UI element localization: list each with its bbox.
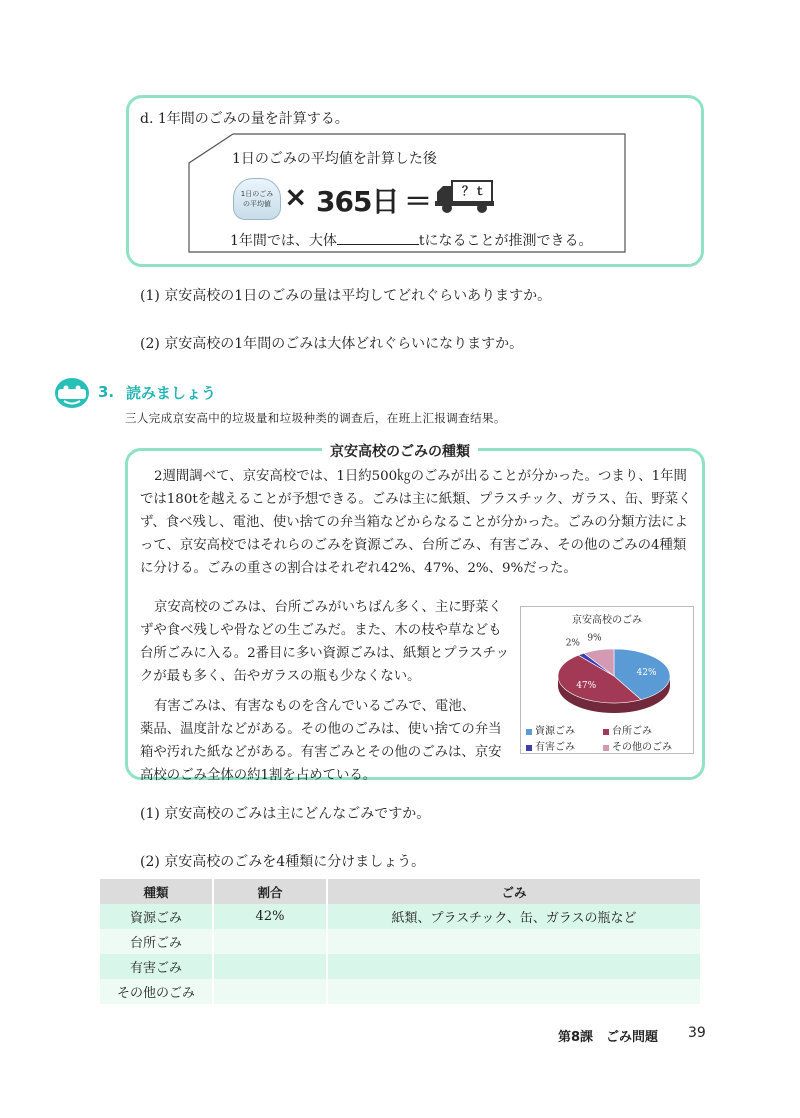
footer-chapter: 第8課 ごみ問題 — [558, 1030, 659, 1045]
result-suffix: tになることが推測できる。 — [418, 233, 593, 249]
cell-ratio[interactable]: 42% — [213, 904, 327, 929]
garbage-bag-icon — [233, 178, 281, 220]
cell-ratio[interactable] — [213, 954, 327, 979]
answer-blank[interactable] — [337, 232, 419, 245]
section-title: 読みましょう — [126, 384, 217, 402]
cell-ratio[interactable] — [213, 979, 327, 1004]
cell-ratio[interactable] — [213, 929, 327, 954]
reading-paragraph-3-start: 有害ごみは、有害なものを含んでいるごみで、電池、 — [154, 699, 476, 714]
calc-box-heading: d. 1年間のごみの量を計算する。 — [140, 111, 349, 127]
para3-rest-text: 薬品、温度計などがある。その他のごみは、使い捨ての弁当箱や汚れた紙などがある。有害ごみとその他のごみは、京安高校のごみ全体の約1割を占めている。 — [140, 722, 502, 783]
calc-intro-text: 1日のごみの平均値を計算した後 — [232, 151, 437, 167]
legend-swatch-hazardous — [526, 745, 532, 751]
table-row — [100, 904, 701, 929]
table-header-row — [100, 879, 701, 904]
reading-title — [0, 441, 800, 461]
legend-label-hazardous: 有害ごみ — [535, 742, 575, 753]
reading-paragraph-2: 京安高校のごみは、台所ごみがいちばん多く、主に野菜くずや食べ残しや骨などの生ごみだ。また、木の枝や草なども台所ごみに入る。2番目に多い資源ごみは、紙類とプラスチックが最も多く、缶やガラスの瓶も少なくない。 — [140, 600, 509, 684]
truck-label: ？ｔ — [462, 184, 487, 198]
legend-item-kitchen — [603, 722, 652, 737]
section-number: 3. — [98, 383, 115, 401]
reading-face-icon — [52, 377, 92, 409]
question-classify: (2) 京安高校のごみを4種類に分けましょう。 — [140, 854, 426, 870]
bag-label-line2: の平均値 — [243, 200, 271, 208]
header-type: 種類 — [100, 879, 213, 904]
times-sign: × — [284, 180, 308, 213]
equals-sign: ＝ — [404, 185, 433, 218]
days-365-text: 365日 — [316, 185, 399, 218]
bag-label-line1: 1日のごみ — [240, 190, 274, 198]
cell-type: 有害ごみ — [100, 954, 213, 979]
question-yearly-amount: (2) 京安高校の1年間のごみは大体どれぐらいになりますか。 — [140, 336, 524, 352]
legend-label-kitchen: 台所ごみ — [612, 726, 652, 737]
pie-label-kitchen: 47% — [576, 681, 597, 692]
legend-item-hazardous — [526, 738, 575, 753]
cell-garbage[interactable]: 紙類、プラスチック、缶、ガラスの瓶など — [327, 904, 701, 929]
chart-title: 京安高校のごみ — [572, 615, 642, 626]
legend-item-other — [603, 738, 672, 753]
header-garbage: ごみ — [327, 879, 701, 904]
cell-garbage[interactable] — [327, 929, 701, 954]
calc-result-line — [230, 230, 593, 250]
table-row — [100, 954, 701, 979]
garbage-table — [100, 879, 702, 1004]
legend-item-resource — [526, 722, 575, 737]
table-row — [100, 979, 701, 1004]
section-instruction: 三人完成京安高中的垃圾量和垃圾种类的调查后，在班上汇报调查结果。 — [125, 411, 506, 425]
cell-garbage[interactable] — [327, 979, 701, 1004]
cell-type: 資源ごみ — [100, 904, 213, 929]
cell-type: その他のごみ — [100, 979, 213, 1004]
legend-label-other: その他のごみ — [612, 742, 672, 753]
page-number: 39 — [688, 1025, 706, 1041]
header-ratio: 割合 — [213, 879, 327, 904]
legend-label-resource: 資源ごみ — [535, 726, 575, 737]
pie-label-hazardous: 2% — [565, 638, 580, 649]
legend-swatch-resource — [526, 729, 532, 735]
question-daily-amount: (1) 京安高校の1日のごみの量は平均してどれぐらいありますか。 — [140, 288, 552, 304]
cell-garbage[interactable] — [327, 954, 701, 979]
pie-label-resource: 42% — [636, 667, 657, 678]
cell-type: 台所ごみ — [100, 929, 213, 954]
legend-swatch-kitchen — [603, 729, 609, 735]
reading-title-text: 京安高校のごみの種類 — [322, 444, 478, 460]
legend-swatch-other — [603, 745, 609, 751]
table-row — [100, 929, 701, 954]
pie-label-other: 9% — [587, 633, 602, 644]
question-main-garbage: (1) 京安高校のごみは主にどんなごみですか。 — [140, 806, 431, 822]
result-prefix: 1年間では、大体 — [230, 233, 337, 249]
reading-paragraph-1: 2週間調べて、京安高校では、1日約500㎏のごみが出ることが分かった。つまり、1年間では180tを越えることが予想できる。ごみは主に紙類、プラスチック、ガラス、缶、野菜くず、食べ残し、電池、使い捨ての弁当箱などからなることが分かった。ごみの分類方法によって、京安高校ではそれらのごみを資源ごみ、台所ごみ、有害ごみ、その他のごみの4種類に分ける。ごみの重さの割合はそれぞれ42%、47%、2%、9%だった。 — [140, 469, 692, 576]
